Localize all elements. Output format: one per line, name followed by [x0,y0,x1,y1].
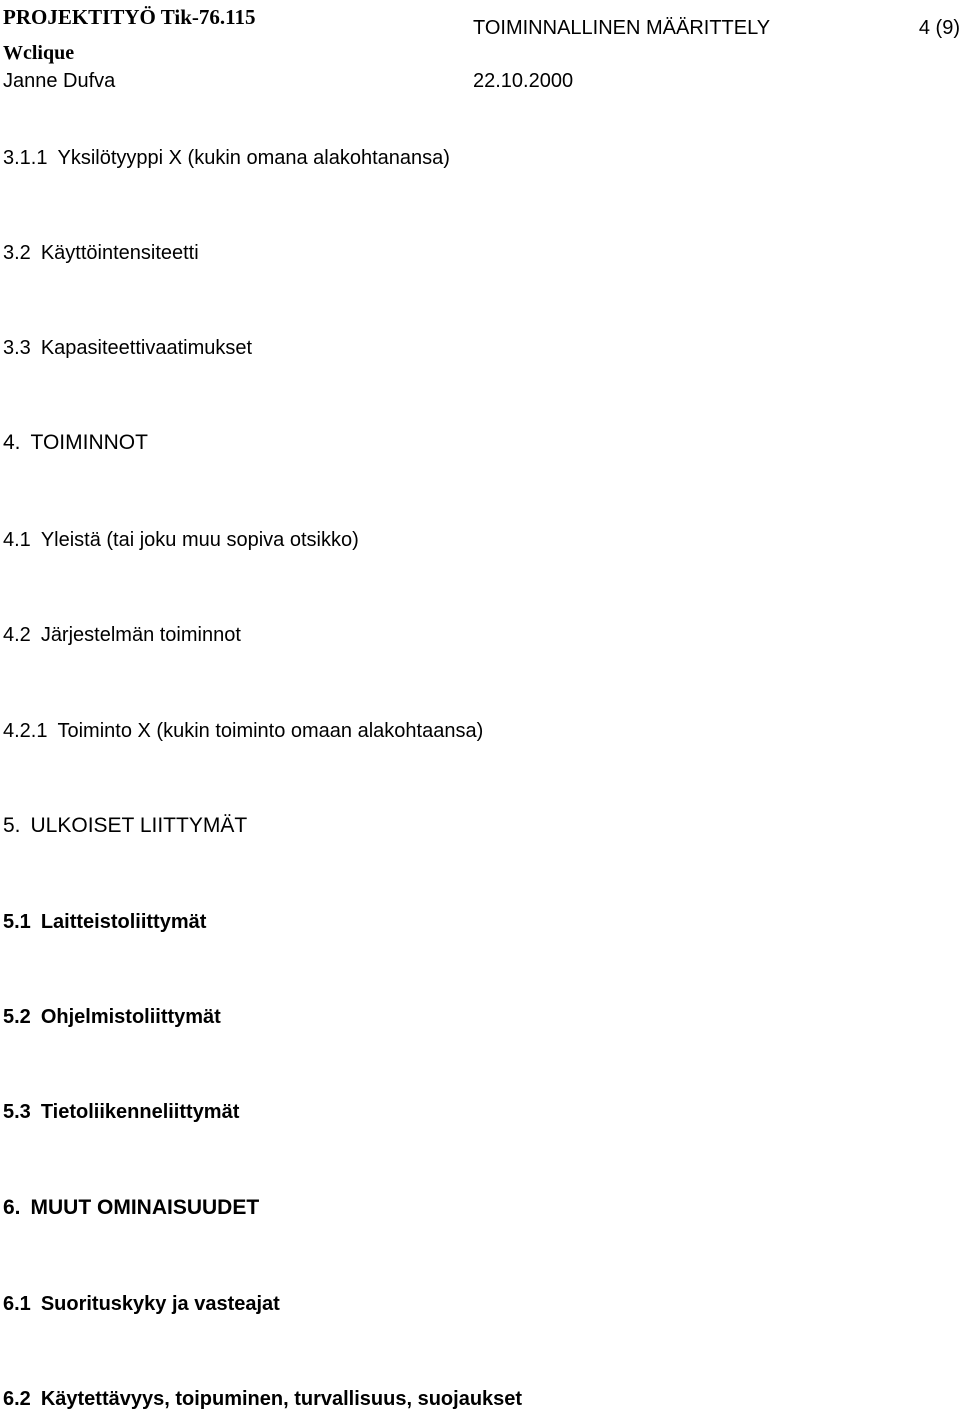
heading-number: 5.3 [3,1101,31,1123]
heading-3-2 [3,240,199,266]
heading-text: Käyttöintensiteetti [40,242,199,264]
heading-4-2 [3,622,241,648]
heading-4-2-1 [3,718,483,744]
heading-number: 3.2 [3,242,31,264]
heading-4 [3,430,148,456]
heading-5 [3,813,247,839]
heading-text: Toiminto X (kukin toiminto omaan alakohtaansa) [57,720,484,742]
author-name: Janne Dufva [3,70,116,92]
heading-text: Suorituskyky ja vasteajat [40,1293,280,1315]
heading-text: Kapasiteettivaatimukset [40,337,253,359]
heading-number: 5.1 [3,911,31,933]
heading-6-2 [3,1386,522,1412]
document-date: 22.10.2000 [473,70,574,92]
heading-number: 3.1.1 [3,147,48,169]
heading-text: TOIMINNOT [30,431,148,454]
heading-text: ULKOISET LIITTYMÄT [30,814,248,837]
heading-6-1 [3,1291,280,1317]
heading-5-3 [3,1099,239,1125]
heading-number: 6.2 [3,1388,31,1410]
heading-number: 4.2 [3,624,31,646]
heading-number: 6. [3,1196,21,1219]
heading-4-1 [3,527,359,553]
heading-number: 6.1 [3,1293,31,1315]
heading-text: Yleistä (tai joku muu sopiva otsikko) [40,529,359,551]
heading-text: Tietoliikenneliittymät [40,1101,240,1123]
heading-text: MUUT OMINAISUUDET [30,1196,260,1219]
heading-3-1-1 [3,145,450,171]
heading-number: 5.2 [3,1006,31,1028]
heading-3-3 [3,335,252,361]
heading-text: Järjestelmän toiminnot [40,624,241,646]
heading-5-2 [3,1004,221,1030]
heading-text: Laitteistoliittymät [40,911,207,933]
document-type: TOIMINNALLINEN MÄÄRITTELY [473,17,771,39]
heading-5-1 [3,909,206,935]
heading-text: Yksilötyyppi X (kukin omana alakohtanansa) [57,147,450,169]
heading-text: Ohjelmistoliittymät [40,1006,221,1028]
heading-number: 3.3 [3,337,31,359]
heading-number: 4.1 [3,529,31,551]
heading-text: Käytettävyys, toipuminen, turvallisuus, suojaukset [40,1388,523,1410]
page-number: 4 (9) [918,17,960,39]
team-name: Wclique [3,42,75,64]
heading-number: 4.2.1 [3,720,48,742]
heading-6 [3,1195,259,1221]
project-title: PROJEKTITYÖ Tik-76.115 [3,5,256,29]
heading-number: 4. [3,431,21,454]
heading-number: 5. [3,814,21,837]
